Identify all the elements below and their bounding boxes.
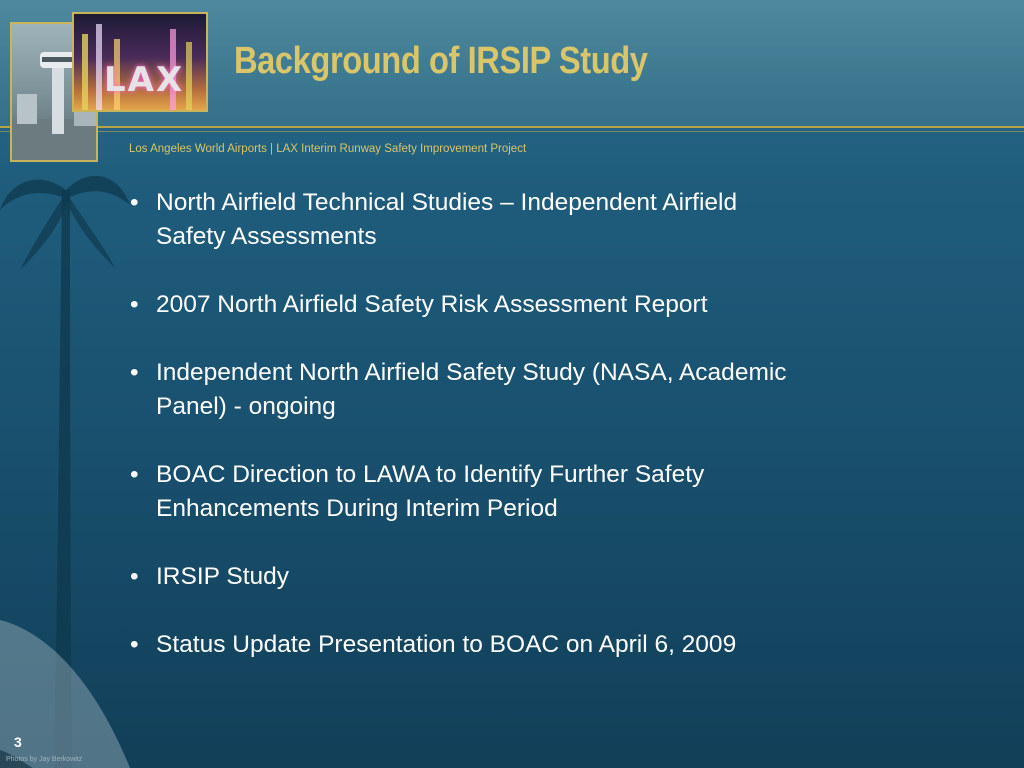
bullet-line: 2007 North Airfield Safety Risk Assessment Report <box>156 291 708 318</box>
bullet-line: Safety Assessments <box>156 223 377 250</box>
bullet-line: IRSIP Study <box>156 563 290 590</box>
bullet-item <box>126 560 906 594</box>
bullet-line: North Airfield Technical Studies – Independent Airfield <box>156 189 738 216</box>
lax-sign-text: LAX <box>104 60 185 100</box>
bullet-item <box>126 356 906 424</box>
bullet-glyph: • <box>130 563 139 590</box>
header-divider-secondary <box>0 131 1024 132</box>
bullet-item <box>126 186 906 254</box>
bullet-line: Panel) - ongoing <box>156 393 336 420</box>
bullet-glyph: • <box>130 359 139 386</box>
header-divider <box>0 126 1024 128</box>
bullet-glyph: • <box>130 189 139 216</box>
lax-sign-photo <box>72 12 208 112</box>
page-number: 3 <box>14 734 22 750</box>
bullet-glyph: • <box>130 631 139 658</box>
bullet-line: Enhancements During Interim Period <box>156 495 558 522</box>
palm-tree-decoration <box>0 150 130 768</box>
bullet-line: Independent North Airfield Safety Study (NASA, Academic <box>156 359 787 386</box>
bullet-line: Status Update Presentation to BOAC on April 6, 2009 <box>156 631 737 658</box>
bullet-item <box>126 288 906 322</box>
bullet-glyph: • <box>130 461 139 488</box>
slide-subtitle: Los Angeles World Airports | LAX Interim Runway Safety Improvement Project <box>129 143 527 155</box>
bullet-glyph: • <box>130 291 139 318</box>
slide-title: Background of IRSIP Study <box>234 40 648 82</box>
bullet-list <box>126 186 906 696</box>
bullet-item <box>126 628 906 662</box>
bullet-item <box>126 458 906 526</box>
photo-credit: Photos by Jay Berkowitz <box>6 756 83 763</box>
bullet-line: BOAC Direction to LAWA to Identify Further Safety <box>156 461 705 488</box>
